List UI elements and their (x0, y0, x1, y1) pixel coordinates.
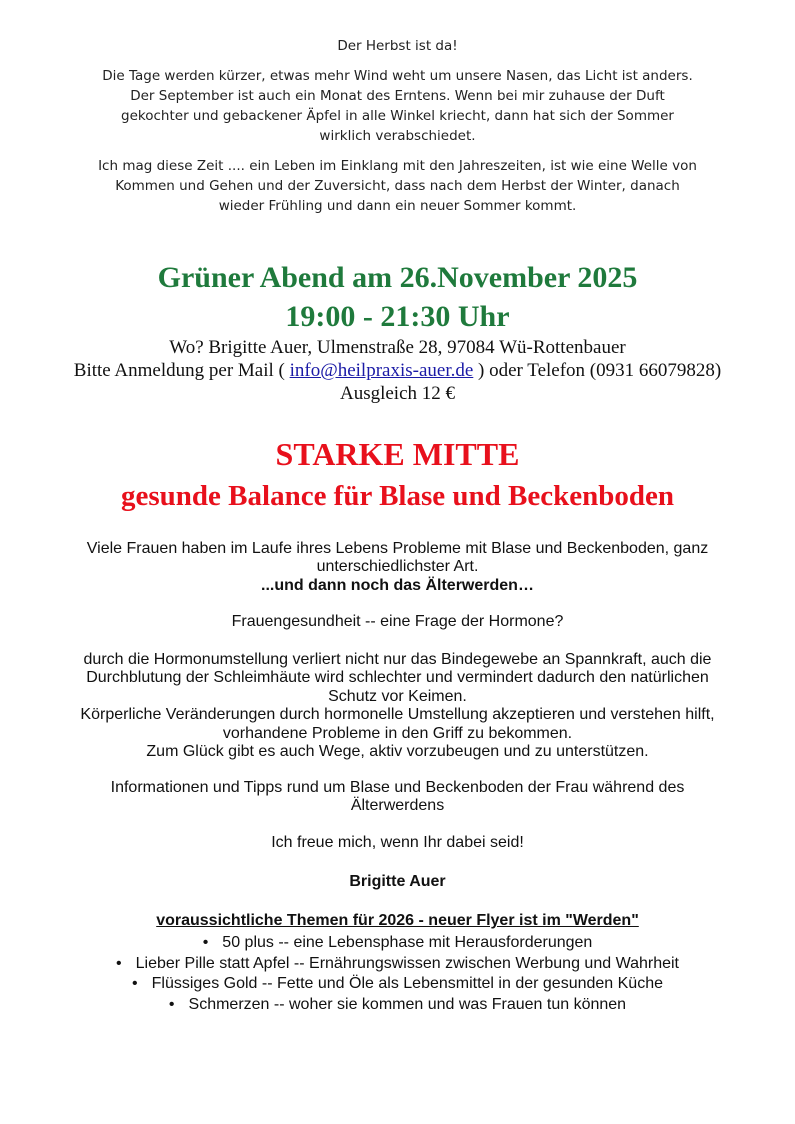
bullet-icon: • (116, 954, 122, 972)
list-item (0, 974, 795, 995)
topic-label: Lieber Pille statt Apfel -- Ernährungswissen zwischen Werbung und Wahrheit (135, 954, 679, 972)
body-line: vorhandene Probleme in den Griff zu bekommen. (222, 724, 573, 742)
intro-heading-text: Der Herbst ist da! (337, 38, 458, 54)
body-line: Älterwerdens (350, 797, 445, 815)
event-time: 19:00 - 21:30 Uhr (285, 300, 510, 333)
body-line: Durchblutung der Schleimhäute wird schlechter und vermindert dadurch den natürlichen (86, 669, 709, 687)
headline-primary: STARKE MITTE (275, 436, 520, 472)
intro-paragraph-1 (70, 66, 725, 146)
intro-line: gekochter und gebackener Äpfel in alle Winkel kriecht, dann hat sich der Sommer (121, 108, 674, 124)
intro-line: Die Tage werden kürzer, etwas mehr Wind weht um unsere Nasen, das Licht ist anders. (102, 68, 693, 84)
bullet-icon: • (168, 995, 175, 1013)
body-line: Körperliche Veränderungen durch hormonelle Umstellung akzeptieren und verstehen hilft, (80, 706, 715, 724)
topics-heading: voraussichtliche Themen für 2026 - neuer Flyer ist im "Werden" (156, 912, 639, 929)
topic-label: Flüssiges Gold -- Fette und Öle als Lebensmittel in der gesunden Küche (151, 975, 663, 992)
hormone-question: Frauengesundheit -- eine Frage der Hormone? (231, 613, 564, 630)
intro-paragraph-2 (70, 156, 725, 216)
intro-line: Kommen und Gehen und der Zuversicht, dass nach dem Herbst der Winter, danach (115, 178, 680, 194)
event-fee: Ausgleich 12 € (339, 383, 456, 404)
bullet-icon: • (202, 934, 209, 951)
intro-line: wirklich verabschiedet. (319, 128, 476, 144)
intro-body-block (70, 540, 725, 595)
headline-secondary: gesunde Balance für Blase und Beckenboden (121, 480, 674, 512)
hormone-body-block (70, 651, 725, 761)
body-line: Informationen und Tipps rund um Blase und Beckenboden der Frau während des (110, 779, 685, 796)
bullet-icon: • (132, 975, 138, 992)
list-item (0, 995, 795, 1016)
body-bold-line: ...und dann noch das Älterwerden… (261, 576, 534, 594)
body-line: Schutz vor Keimen. (328, 687, 467, 705)
signature: Brigitte Auer (349, 873, 446, 890)
registration-text-after: ) oder Telefon (0931 66079828) (473, 360, 722, 381)
body-line: durch die Hormonumstellung verliert nicht nur das Bindegewebe an Spannkraft, auch die (83, 651, 712, 668)
email-link[interactable]: info@heilpraxis-auer.de (289, 360, 474, 381)
topics-list (0, 933, 795, 1015)
body-line: Zum Glück gibt es auch Wege, aktiv vorzubeugen und zu unterstützen. (146, 743, 649, 761)
intro-line: Der September ist auch ein Monat des Erntens. Wenn bei mir zuhause der Duft (130, 88, 665, 104)
intro-heading (0, 36, 795, 56)
body-line: unterschiedlichster Art. (316, 558, 479, 576)
event-location: Wo? Brigitte Auer, Ulmenstraße 28, 97084 Wü-Rottenbauer (169, 337, 626, 358)
info-block (70, 779, 725, 816)
topic-label: 50 plus -- eine Lebensphase mit Herausforderungen (222, 934, 593, 951)
registration-text-before: Bitte Anmeldung per Mail ( (73, 360, 290, 381)
list-item (0, 933, 795, 954)
topic-label: Schmerzen -- woher sie kommen und was Frauen tun können (188, 995, 627, 1013)
list-item (0, 954, 795, 975)
intro-line: Ich mag diese Zeit .... ein Leben im Einklang mit den Jahreszeiten, ist wie eine Welle von (98, 158, 697, 174)
closing-line: Ich freue mich, wenn Ihr dabei seid! (271, 834, 524, 851)
event-title: Grüner Abend am 26.November 2025 (157, 261, 638, 294)
body-line: Viele Frauen haben im Laufe ihres Lebens Probleme mit Blase und Beckenboden, ganz (86, 540, 709, 557)
intro-line: wieder Frühling und dann ein neuer Sommer kommt. (218, 198, 577, 214)
event-registration (0, 359, 795, 383)
